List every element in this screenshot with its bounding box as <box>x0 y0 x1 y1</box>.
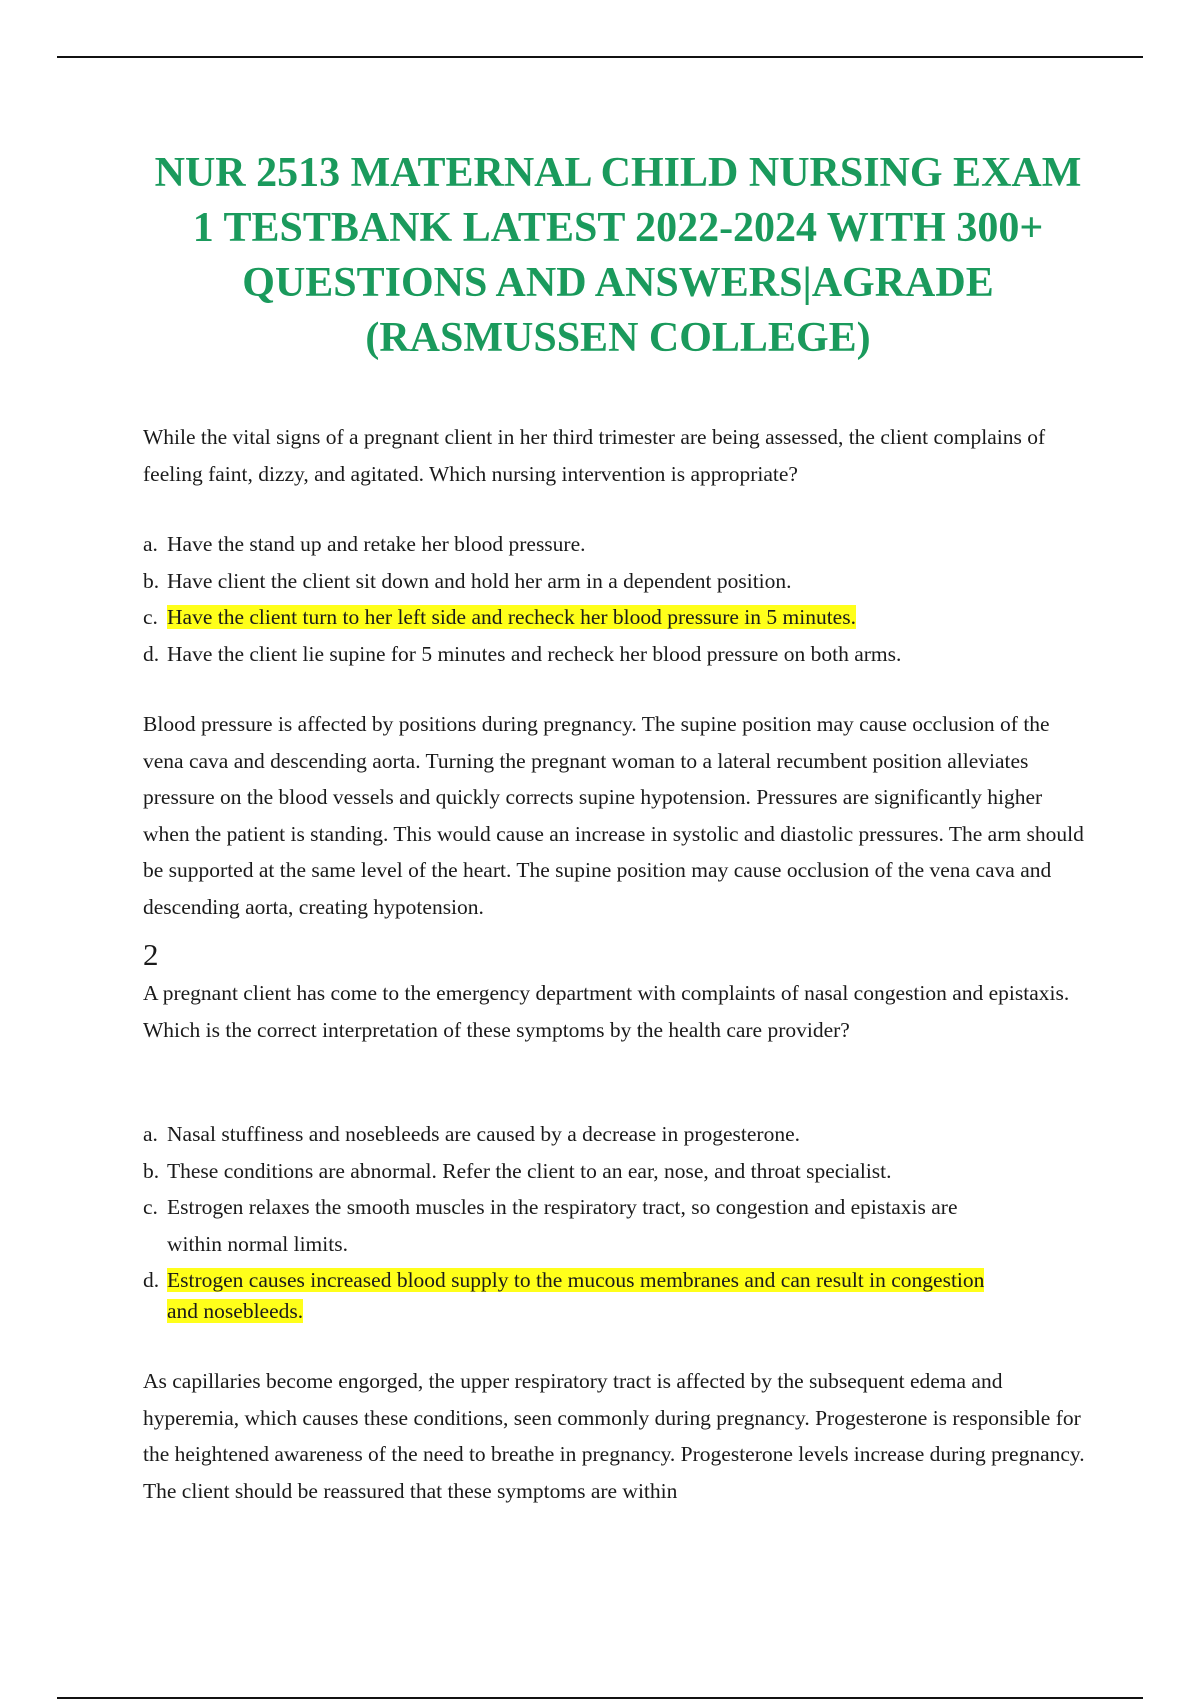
option-text <box>167 1153 1093 1190</box>
highlighted-answer: Estrogen causes increased blood supply to the mucous membranes and can result in congestion and nosebleeds. <box>167 1268 985 1323</box>
question-2-options <box>143 1116 1093 1327</box>
option-item <box>143 636 1093 673</box>
option-text <box>167 1189 1093 1262</box>
option-text <box>167 526 1093 563</box>
question-1-options <box>143 526 1093 672</box>
option-letter: b. <box>143 568 160 593</box>
question-2-number: 2 <box>143 937 159 972</box>
option-text-content: Have client the client sit down and hold her arm in a dependent position. <box>167 568 792 593</box>
option-item <box>143 526 1093 563</box>
bottom-rule <box>57 1697 1143 1699</box>
option-letter: a. <box>143 532 158 556</box>
option-letter: d. <box>143 641 160 666</box>
option-text-content: These conditions are abnormal. Refer the client to an ear, nose, and throat specialist. <box>167 1158 892 1183</box>
option-text-content: Have the stand up and retake her blood pressure. <box>167 532 586 556</box>
option-text-content: Have the client lie supine for 5 minutes and recheck her blood pressure on both arms. <box>167 641 902 666</box>
option-item <box>143 1116 1093 1153</box>
option-text-content: Nasal stuffiness and nosebleeds are caused by a decrease in progesterone. <box>167 1122 801 1146</box>
option-text-content: Estrogen relaxes the smooth muscles in the respiratory tract, so congestion and epistaxis are within normal limits. <box>167 1195 958 1256</box>
option-letter: b. <box>143 1158 160 1183</box>
option-letter: d. <box>143 1268 160 1292</box>
option-text <box>167 1262 1093 1327</box>
option-letter: a. <box>143 1122 158 1146</box>
document-title: NUR 2513 MATERNAL CHILD NURSING EXAM 1 TESTBANK LATEST 2022-2024 WITH 300+ QUESTIONS AND ANSWERS|AGRADE (RASMUSSEN COLLEGE) <box>154 150 1082 361</box>
option-item <box>143 563 1093 600</box>
option-item-correct <box>143 599 1093 636</box>
option-item <box>143 1189 1093 1262</box>
option-text <box>167 563 1093 600</box>
highlighted-answer: Have the client turn to her left side and recheck her blood pressure in 5 minutes. <box>167 605 856 629</box>
option-text <box>167 1116 1093 1153</box>
question-1-stem: While the vital signs of a pregnant client in her third trimester are being assessed, the client complains of feeling faint, dizzy, and agitated. Which nursing intervention is appropriate? <box>143 425 1046 486</box>
question-1-rationale: Blood pressure is affected by positions during pregnancy. The supine position may cause occlusion of the vena cava and descending aorta. Turning the pregnant woman to a lateral recumbent position alleviates pressure on the blood vessels and quickly corrects supine hypotension. Pressures are significantly higher when the patient is standing. This would cause an increase in systolic and diastolic pressures. The arm should be supported at the same level of the heart. The supine position may cause occlusion of the vena cava and descending aorta, creating hypotension. <box>143 712 1084 919</box>
option-item <box>143 1153 1093 1190</box>
option-item-correct <box>143 1262 1093 1327</box>
top-rule <box>57 56 1143 58</box>
option-text <box>167 599 1093 636</box>
question-2-rationale: As capillaries become engorged, the upper respiratory tract is affected by the subsequent edema and hyperemia, which causes these conditions, seen commonly during pregnancy. Progesterone is responsible for the heightened awareness of the need to breathe in pregnancy. Progesterone levels increase during pregnancy. The client should be reassured that these symptoms are within <box>143 1369 1085 1503</box>
option-letter: c. <box>143 1195 158 1219</box>
question-2-stem: A pregnant client has come to the emergency department with complaints of nasal congestion and epistaxis. Which is the correct interpretation of these symptoms by the health care provider? <box>143 981 1070 1042</box>
option-letter: c. <box>143 605 158 629</box>
page-content <box>143 146 1093 1509</box>
option-text <box>167 636 1093 673</box>
